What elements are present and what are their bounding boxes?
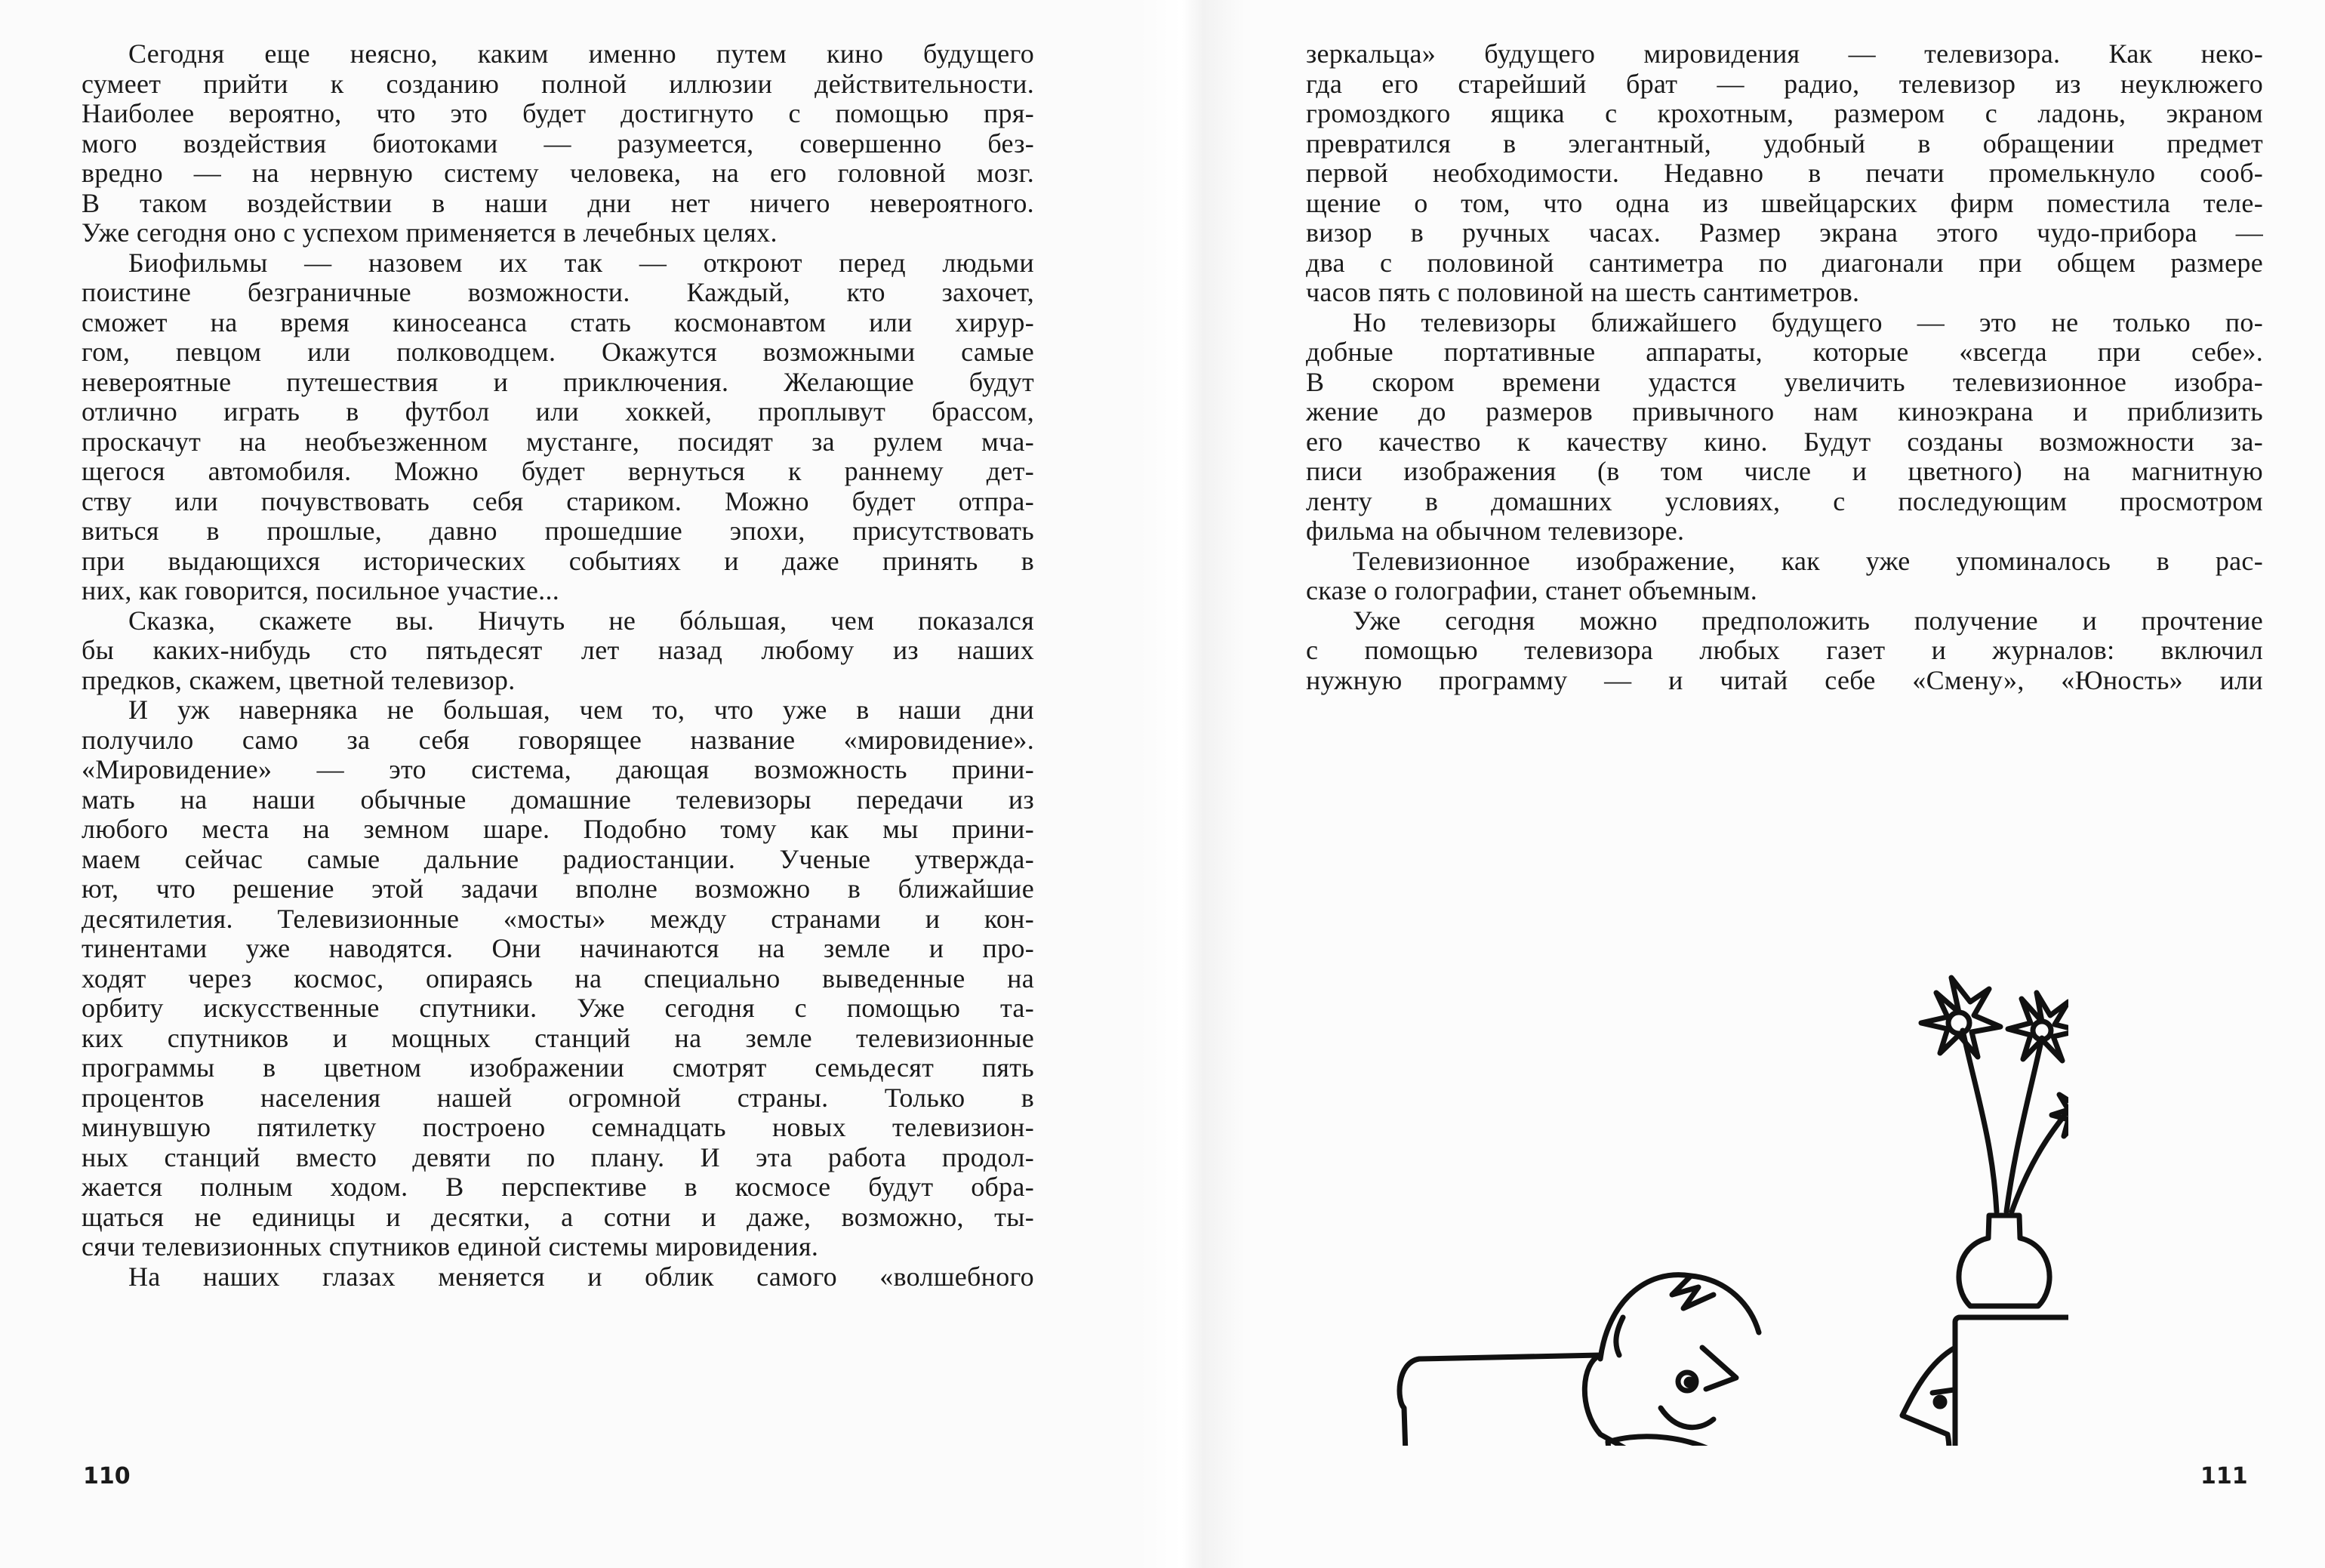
page-number-right: 111 [2200, 1463, 2248, 1489]
text-line: жение до размеров привычного нам киноэкрана и приблизить [1306, 396, 2263, 427]
text-line: ленту в домашних условиях, с последующим просмотром [1306, 485, 2263, 516]
text-line: получило само за себя говорящее название «мировидение». [82, 724, 1034, 755]
text-line: часов пять с половиной на шесть сантиметров. [1306, 277, 1860, 307]
text-line: добные портативные аппараты, которые «всегда при себе». [1306, 337, 2263, 367]
text-line: Но телевизоры ближайшего будущего — это не только по- [1353, 307, 2263, 337]
armchair-icon [1400, 1355, 1634, 1446]
text-line: Уже сегодня можно предположить получение и прочтение [1353, 605, 2263, 636]
text-line: ных станций вместо девяти по плану. И эта работа продол- [82, 1141, 1034, 1172]
text-line: зеркальца» будущего мировидения — телевизора. Как неко- [1306, 39, 2263, 69]
text-line: поистине безграничные возможности. Каждый, кто захочет, [82, 277, 1034, 307]
text-line: На наших глазах меняется и облик самого «волшебного [128, 1261, 1034, 1292]
page-number-left: 110 [83, 1463, 131, 1489]
text-line: громоздкого ящика с крохотным, размером с ладонь, экраном [1306, 98, 2263, 128]
text-line: щегося автомобиля. Можно будет вернуться к раннему дет- [82, 456, 1034, 486]
text-line: ству или почувствовать себя стариком. Можно будет отпра- [82, 485, 1034, 516]
text-line: Биофильмы — назовем их так — откроют перед людьми [128, 247, 1034, 278]
text-line: Сегодня еще неясно, каким именно путем кино будущего [128, 39, 1034, 69]
text-line: минувшую пятилетку построено семнадцать новых телевизион- [82, 1112, 1034, 1142]
text-line: предков, скажем, цветной телевизор. [82, 664, 516, 695]
left-page-text [82, 39, 1034, 1292]
text-line: вредно — на нервную систему человека, на его головной мозг. [82, 158, 1034, 188]
text-line: превратился в элегантный, удобный в обращении предмет [1306, 128, 2263, 159]
text-line: орбиту искусственные спутники. Уже сегодня с помощью та- [82, 993, 1034, 1023]
text-line: фильма на обычном телевизоре. [1306, 516, 1685, 546]
tv-icon [1955, 1317, 2068, 1446]
text-line: ют, что решение этой задачи вполне возможно в ближайшие [82, 873, 1034, 904]
left-page [0, 0, 1140, 1568]
text-line: при выдающихся исторических событиях и даже принять в [82, 545, 1034, 576]
text-line: жается полным ходом. В перспективе в космосе будут обра- [82, 1172, 1034, 1202]
text-line: сумеет прийти к созданию полной иллюзии действительности. [82, 68, 1034, 99]
text-line: Уже сегодня оно с успехом применяется в лечебных целях. [82, 217, 778, 248]
text-line: первой необходимости. Недавно в печати промелькнуло сооб- [1306, 158, 2263, 188]
text-line: В скором времени удастся увеличить телевизионное изобра- [1306, 366, 2263, 397]
text-line: процентов населения нашей огромной страны. Только в [82, 1082, 1034, 1113]
text-line: сячи телевизионных спутников единой системы мировидения. [82, 1231, 819, 1261]
text-line: два с половиной сантиметра по диагонали при общем размере [1306, 247, 2263, 278]
text-line: любого места на земном шаре. Подобно тому как мы прини- [82, 814, 1034, 844]
text-line: сможет на время киносеанса стать космонавтом или хирур- [82, 307, 1034, 337]
text-line: маем сейчас самые дальние радиостанции. Ученые утвержда- [82, 843, 1034, 874]
text-line: писи изображения (в том числе и цветного) на магнитную [1306, 456, 2263, 486]
text-line: бы каких-нибудь сто пятьдесят лет назад любому из наших [82, 635, 1034, 665]
text-line: виться в прошлые, давно прошедшие эпохи, присутствовать [82, 516, 1034, 546]
text-line: тинентами уже наводятся. Они начинаются на земле и про- [82, 933, 1034, 963]
text-line: невероятные путешествия и приключения. Желающие будут [82, 366, 1034, 397]
text-line: «Мировидение» — это система, дающая возможность прини- [82, 754, 1034, 784]
text-line: Телевизионное изображение, как уже упоминалось в рас- [1353, 545, 2263, 576]
text-line: щаться не единицы и десятки, а сотни и даже, возможно, ты- [82, 1201, 1034, 1232]
text-line: щение о том, что одна из швейцарских фирм поместила теле- [1306, 187, 2263, 218]
text-line: ходят через космос, опираясь на специально выведенные на [82, 963, 1034, 993]
right-page [1246, 0, 2325, 1568]
text-line: визор в ручных часах. Размер экрана этого чудо-прибора — [1306, 217, 2263, 248]
text-line: И уж наверняка не большая, чем то, что уже в наши дни [128, 695, 1034, 725]
text-line: мого воздействия биотоками — разумеется, совершенно без- [82, 128, 1034, 159]
text-line: десятилетия. Телевизионные «мосты» между странами и кон- [82, 903, 1034, 934]
text-line: мать на наши обычные домашние телевизоры передачи из [82, 784, 1034, 815]
text-line: гом, певцом или полководцем. Окажутся возможными самые [82, 337, 1034, 367]
text-line: его качество к качеству кино. Будут созданы возможности за- [1306, 426, 2263, 457]
text-line: ких спутников и мощных станций на земле телевизионные [82, 1022, 1034, 1053]
text-line: сказе о голографии, станет объемным. [1306, 575, 1757, 605]
text-line: с помощью телевизора любых газет и журналов: включил [1306, 635, 2263, 665]
vase-icon [1959, 1215, 2049, 1306]
cartoon-man-shaking-hands-with-tv-icon [1374, 804, 2068, 1446]
text-line: В таком воздействии в наши дни нет ничего невероятного. [82, 187, 1034, 218]
text-line: Сказка, скажете вы. Ничуть не бóльшая, чем показался [128, 605, 1034, 636]
text-line: проскачут на необъезженном мустанге, посидят за рулем мча- [82, 426, 1034, 457]
flower-left [1921, 978, 2000, 1057]
right-page-text [1306, 39, 2263, 695]
text-line: отлично играть в футбол или хоккей, проплывут брассом, [82, 396, 1034, 427]
text-line: нужную программу — и читай себе «Смену», «Юность» или [1306, 664, 2263, 695]
text-line: программы в цветном изображении смотрят семьдесят пять [82, 1052, 1034, 1083]
text-line: них, как говорится, посильное участие... [82, 575, 560, 605]
text-line: Наиболее вероятно, что это будет достигнуто с помощью пря- [82, 98, 1034, 128]
text-line: гда его старейший брат — радио, телевизор из неуклюжего [1306, 68, 2263, 99]
book-gutter [1140, 0, 1246, 1568]
